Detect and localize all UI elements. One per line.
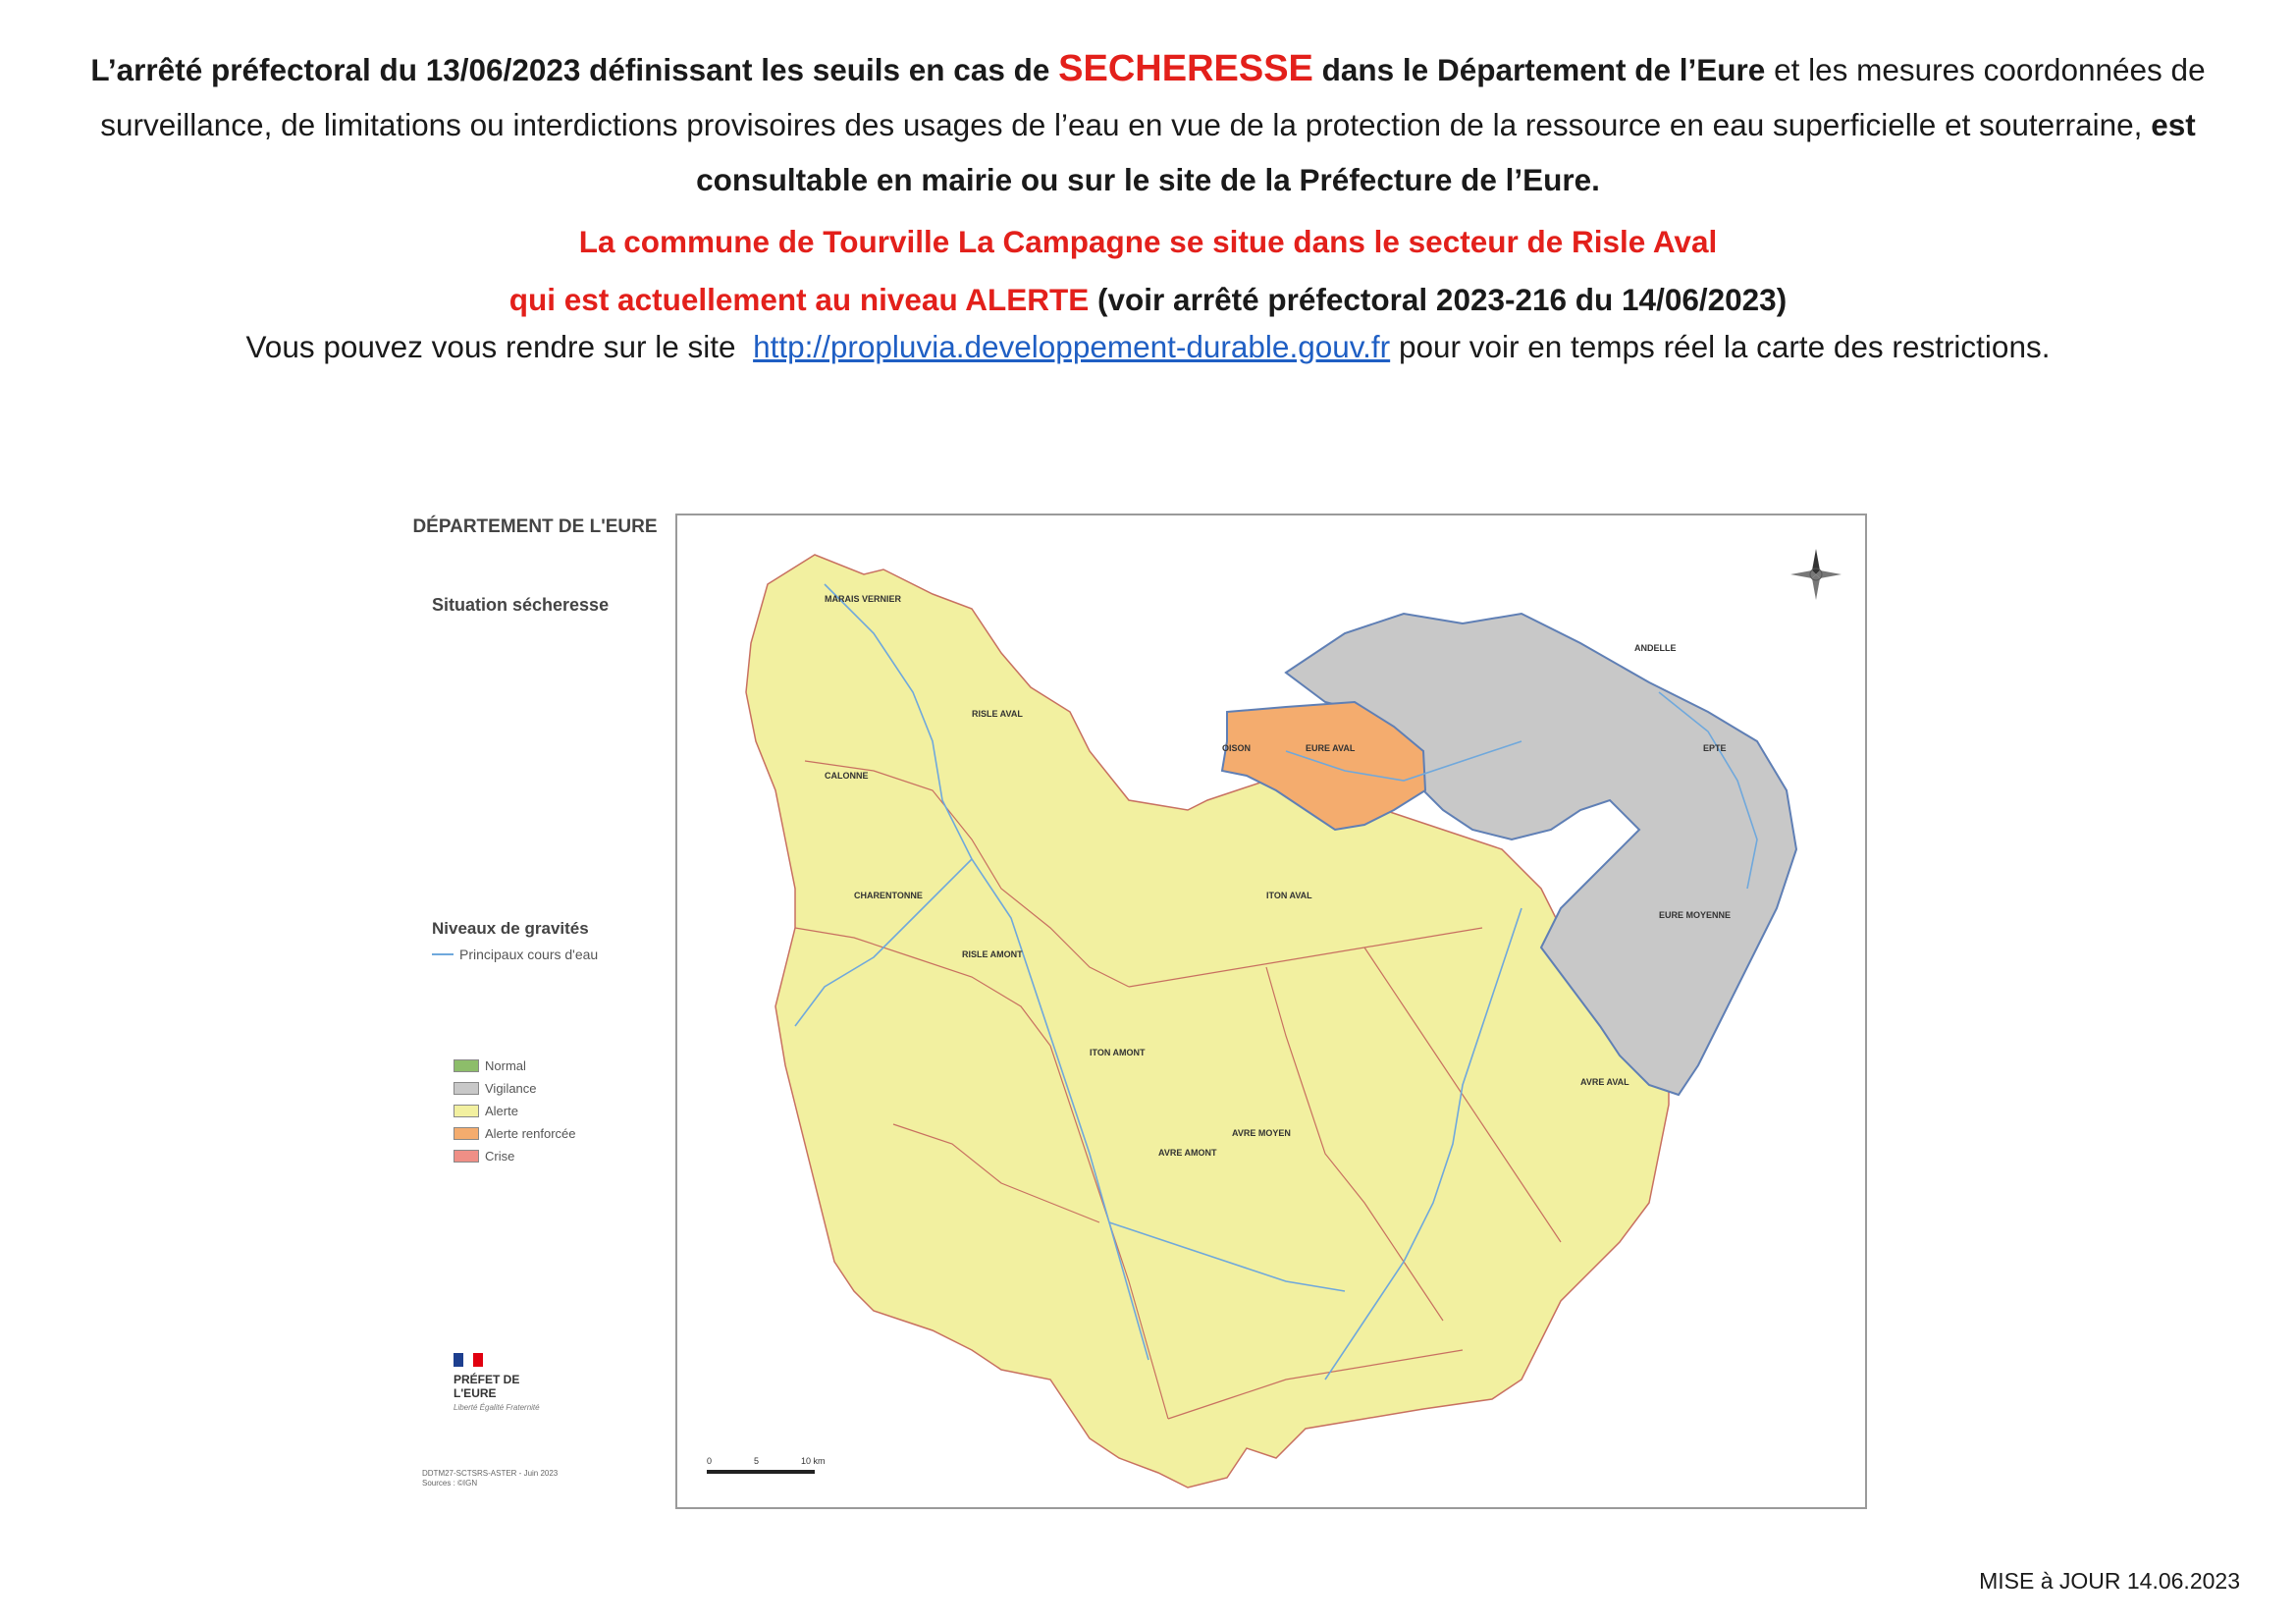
sector-label: AVRE AMONT — [1158, 1148, 1217, 1158]
legend-label: Normal — [485, 1058, 526, 1073]
sector-label: ITON AVAL — [1266, 891, 1312, 900]
arrete-reference: (voir arrêté préfectoral 2023-216 du 14/06/2023) — [1097, 282, 1788, 317]
scale-label-5: 5 — [754, 1456, 760, 1466]
prefet-motto: Liberté Égalité Fraternité — [454, 1403, 540, 1412]
secheresse-highlight: SECHERESSE — [1058, 48, 1313, 89]
site-line — [0, 329, 2296, 365]
legend-label: Crise — [485, 1149, 515, 1164]
legend-label: Alerte — [485, 1104, 518, 1118]
river-legend — [432, 947, 598, 962]
sector-label: CALONNE — [825, 771, 869, 781]
scale-bar — [707, 1456, 826, 1474]
scale-label-10: 10 km — [801, 1456, 826, 1466]
map-svg — [677, 515, 1865, 1507]
intro-part2: dans le Département de l’Eure — [1321, 52, 1766, 87]
levels-title: Niveaux de gravités — [432, 919, 589, 938]
french-flag-icon — [454, 1353, 483, 1367]
legend-item — [454, 1100, 576, 1122]
map-credits — [422, 1469, 558, 1489]
commune-line: La commune de Tourville La Campagne se situe dans le secteur de Risle Aval — [578, 224, 1718, 259]
sector-label: MARAIS VERNIER — [825, 594, 902, 604]
sector-label: EURE AVAL — [1306, 743, 1356, 753]
sector-label: EPTE — [1703, 743, 1727, 753]
legend-swatch — [454, 1059, 479, 1072]
legend-swatch — [454, 1082, 479, 1095]
site-line-after: pour voir en temps réel la carte des restrictions. — [1398, 329, 2051, 364]
sector-label: OISON — [1222, 743, 1252, 753]
sector-label: RISLE AVAL — [972, 709, 1023, 719]
river-line-icon — [432, 953, 454, 955]
alerte-line — [0, 282, 2296, 318]
legend-swatch — [454, 1150, 479, 1163]
legend-label: Alerte renforcée — [485, 1126, 576, 1141]
legend-item — [454, 1077, 576, 1100]
sector-label: ITON AMONT — [1090, 1048, 1146, 1057]
prefet-logo — [454, 1353, 542, 1413]
compass-rose-icon — [1790, 549, 1842, 600]
legend-swatch — [454, 1127, 479, 1140]
credits-line-1: DDTM27-SCTSRS-ASTER - Juin 2023 — [422, 1469, 559, 1478]
intro-part1: L’arrêté préfectoral du 13/06/2023 définissant les seuils en cas de — [90, 52, 1050, 87]
legend-swatch — [454, 1105, 479, 1117]
sector-label: ANDELLE — [1634, 643, 1677, 653]
alerte-level-text: qui est actuellement au niveau ALERTE — [508, 282, 1090, 317]
severity-legend — [454, 1055, 576, 1167]
drought-map — [675, 514, 1867, 1509]
propluvia-link[interactable]: http://propluvia.developpement-durable.gouv.fr — [753, 329, 1391, 364]
site-line-before: Vous pouvez vous rendre sur le site — [245, 329, 736, 364]
sector-label: EURE MOYENNE — [1659, 910, 1732, 920]
sector-label: CHARENTONNE — [854, 891, 923, 900]
intro-part3: et les mesures coordonnées de surveillance, de limitations ou interdictions provisoires des usages de l’eau en vue de la protection de la ressource en eau superficielle et souterraine, — [100, 52, 2206, 142]
credits-line-2: Sources : ©IGN — [422, 1479, 478, 1488]
prefet-name: PRÉFET DE L'EURE — [454, 1373, 520, 1400]
intro-paragraph — [79, 41, 2217, 207]
legend-item — [454, 1055, 576, 1077]
scale-label-0: 0 — [707, 1456, 713, 1466]
river-legend-label: Principaux cours d'eau — [459, 947, 599, 962]
sector-label: AVRE MOYEN — [1232, 1128, 1291, 1138]
situation-title: Situation sécheresse — [432, 595, 610, 615]
legend-item — [454, 1122, 576, 1145]
intro-part4: est consultable en mairie ou sur le site de la Préfecture de l’Eure. — [696, 107, 2196, 197]
sector-label: AVRE AVAL — [1580, 1077, 1629, 1087]
sector-label: RISLE AMONT — [962, 949, 1023, 959]
department-title: DÉPARTEMENT DE L'EURE — [412, 516, 658, 537]
legend-label: Vigilance — [485, 1081, 537, 1096]
update-date: MISE à JOUR 14.06.2023 — [1979, 1568, 2240, 1594]
legend-item — [454, 1145, 576, 1167]
map-legend-panel — [412, 509, 658, 1510]
